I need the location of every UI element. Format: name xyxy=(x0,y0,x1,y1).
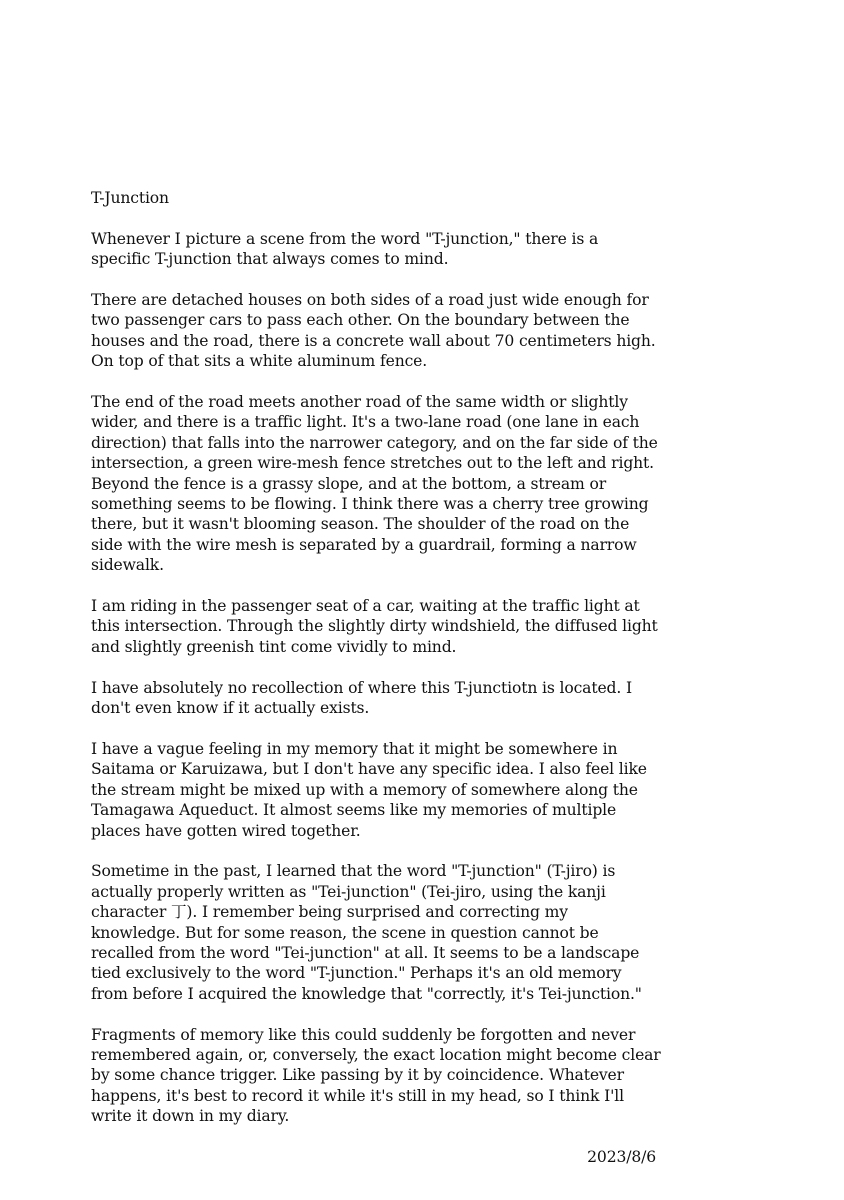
paragraph-6: I have a vague feeling in my memory that it might be somewhere in Saitama or Karuizawa, but I don't have any specific idea. I also feel like the stream might be mixed up with a memory of somewhere along the Tamagawa Aqueduct. It almost seems like my memories of multiple places have gotten wired together. xyxy=(91,739,647,840)
document-page xyxy=(91,188,661,1167)
paragraph-5: I have absolutely no recollection of where this T-junctiotn is located. I don't even know if it actually exists. xyxy=(91,678,632,718)
paragraph-1: Whenever I picture a scene from the word "T-junction," there is a specific T-junction that always comes to mind. xyxy=(91,229,599,269)
paragraph-3: The end of the road meets another road of the same width or slightly wider, and there is a traffic light. It's a two-lane road (one lane in each direction) that falls into the narrower category, and on the far side of the intersection, a green wire-mesh fence stretches out to the left and right. Beyond the fence is a grassy slope, and at the bottom, a stream or something seems to be flowing. I think there was a cherry tree growing there, but it wasn't blooming season. The shoulder of the road on the side with the wire mesh is separated by a guardrail, forming a narrow sidewalk. xyxy=(91,393,658,575)
paragraph-8: Fragments of memory like this could suddenly be forgotten and never remembered again, or, conversely, the exact location might become clear by some chance trigger. Like passing by it by coincidence. Whatever happens, it's best to record it while it's still in my head, so I think I'll write it down in my diary. xyxy=(91,1025,661,1126)
document-date: 2023/8/6 xyxy=(587,1147,656,1166)
paragraph-4: I am riding in the passenger seat of a car, waiting at the traffic light at this intersection. Through the slightly dirty windshield, the diffused light and slightly greenish tint come vividly to mind. xyxy=(91,597,658,656)
paragraph-7: Sometime in the past, I learned that the word "T-junction" (T-jiro) is actually properly written as "Tei-junction" (Tei-jiro, using the kanji character 丁). I remember being surprised and correcting my knowledge. But for some reason, the scene in question cannot be recalled from the word "Tei-junction" at all. It seems to be a landscape tied exclusively to the word "T-junction." Perhaps it's an old memory from before I acquired the knowledge that "correctly, it's Tei-junction." xyxy=(91,862,642,1003)
paragraph-2: There are detached houses on both sides of a road just wide enough for two passenger cars to pass each other. On the boundary between the houses and the road, there is a concrete wall about 70 centimeters high. On top of that sits a white aluminum fence. xyxy=(91,291,656,371)
document-title: T-Junction xyxy=(91,189,169,207)
